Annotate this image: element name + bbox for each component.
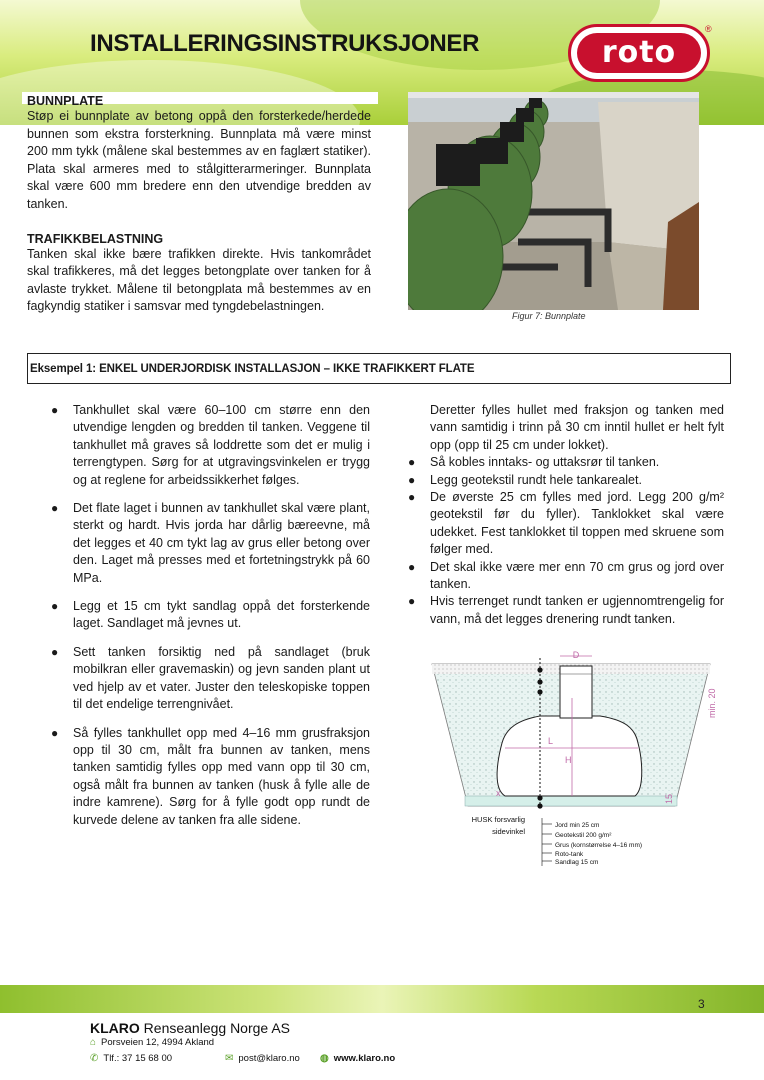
globe-icon: ◍ — [320, 1053, 329, 1064]
logo-text: roto — [601, 35, 677, 70]
legend-item: Roto-tank — [555, 851, 584, 858]
phone-icon: ✆ — [90, 1053, 99, 1064]
section-heading-bunnplate: BUNNPLATE — [27, 94, 104, 108]
list-item: ● Tankhullet skal være 60–100 cm større enn den utvendige lengden og bredden til tanken. Veggene til tankhullet må graves så loddrette som det er mulig i terrengtypen. Sørg for at utgravingsvinkelen er trygg og at reglene for arbeidssikkerhet følges. — [51, 403, 370, 487]
intro-column — [27, 94, 371, 316]
list-item: ● De øverste 25 cm fylles med jord. Legg 200 g/m² geotekstil før du fyller). Tanklokket skal være udekket. Fest tanklokket til toppen med skruene som følger med. — [408, 490, 724, 557]
home-icon: ⌂ — [90, 1037, 97, 1048]
page-title: INSTALLERINGSINSTRUKSJONER — [90, 30, 480, 57]
bunnplate-text: Støp ei bunnplate av betong oppå den forsterkede/herdede bunnen som ekstra forsterkning. Bunnplata må være minst 200 mm tykk (målene skal bestemmes av en faglært statiker). Plata skal armeres med to stålgitterarmeringer. Bunnplata skal være 600 mm bredere enn den utvendige bredden av tanken. — [27, 109, 371, 211]
example-title-box — [27, 353, 731, 384]
dim-h: H — [565, 755, 572, 765]
legend-item: Jord min 25 cm — [555, 822, 600, 829]
bunnplate-photo-illustration — [408, 92, 699, 310]
right-bullet-list — [408, 402, 724, 628]
dim-d: D — [572, 650, 580, 660]
legend-item: Sandlag 15 cm — [555, 859, 599, 866]
right-intro-text: Deretter fylles hullet med fraksjon og tanken med vann samtidig i trinn på 30 cm inntil hullet er helt fylt opp (opp til 25 cm under lokket). — [430, 403, 724, 452]
legend-item: Geotekstil 200 g/m² — [555, 832, 612, 839]
roto-logo — [568, 24, 710, 82]
trafikk-text: Tanken skal ikke bære trafikken direkte. Hvis tankområdet skal trafikkeres, må det legges betongplate over tanken for å avlaste trykket. Målene til betongplata må bestemmes av en fagkyndig statiker i samsvar med tyngdebelastningen. — [27, 246, 371, 314]
company-name: KLARO Renseanlegg Norge AS — [90, 1020, 290, 1036]
dim-15: 15 — [664, 793, 674, 804]
figure-caption: Figur 7: Bunnplate — [512, 311, 586, 321]
footer-band — [0, 985, 764, 1013]
list-item: ● Sett tanken forsiktig ned på sandlaget (bruk mobilkran eller gravemaskin) og jevn sanden plant ut ved hjelp av et vater. Juster den teleskopiske toppen til det endelige terrengnivået. — [51, 644, 370, 712]
dim-l: L — [548, 736, 554, 746]
list-item: ● Så kobles inntaks- og uttaksrør til tanken. — [408, 455, 660, 470]
example-title: Eksempel 1: ENKEL UNDERJORDISK INSTALLASJON – IKKE TRAFIKKERT FLATE — [30, 362, 475, 375]
address-row: ⌂ Porsveien 12, 4994 Akland — [90, 1037, 215, 1048]
dim-min20: min. 20 — [707, 688, 717, 718]
legend-item: Grus (kornstørrelse 4–16 mm) — [555, 842, 643, 849]
list-item: ● Det flate laget i bunnen av tankhullet skal være plant, sterkt og hardt. Hvis jorda har dårlig bæreevne, må det legges et 40 cm tykt lag av grus eller betong over den. Laget må presses med et fortetningstrykk på 60 MPa. — [51, 501, 370, 585]
list-item: ● Legg geotekstil rundt hele tankarealet. — [408, 472, 642, 487]
section-heading-trafikk: TRAFIKKBELASTNING — [27, 231, 164, 246]
husk-label: HUSK forsvarlig — [471, 815, 525, 824]
list-item: ● Det skal ikke være mer enn 70 cm grus og jord over tanken. — [408, 559, 724, 592]
list-item: ● Hvis terrenget rundt tanken er ugjennomtrengelig for vann, må det legges drenering rundt tanken. — [408, 594, 724, 626]
left-bullet-list — [51, 402, 370, 840]
page-number: 3 — [698, 997, 705, 1011]
figure-photo — [408, 92, 699, 310]
registered-mark: ® — [705, 24, 712, 34]
list-item: ● Legg et 15 cm tykt sandlag oppå det forsterkende laget. Sandlaget må jevnes ut. — [51, 599, 370, 631]
installation-diagram — [430, 648, 730, 870]
mail-icon: ✉ — [225, 1053, 234, 1064]
list-item: ● Så fylles tankhullet opp med 4–16 mm grusfraksjon opp til 30 cm, målt fra bunnen av tanken, mens tanken samtidig fylles opp med vann opp til 30 cm, også målt fra bunnen av tanken (husk å fylle alle de indre kamrene). Sørg for å fylle godt opp rundt de kurvede delene av tanken fra alle sidene. — [51, 725, 370, 827]
dim-x: x — [496, 788, 501, 798]
email-row[interactable]: ✉ post@klaro.no — [225, 1053, 300, 1064]
sidevinkel-label: sidevinkel — [492, 827, 525, 836]
phone-row: ✆ Tlf.: 37 15 68 00 — [90, 1053, 173, 1064]
web-link[interactable]: ◍ www.klaro.no — [320, 1053, 396, 1064]
